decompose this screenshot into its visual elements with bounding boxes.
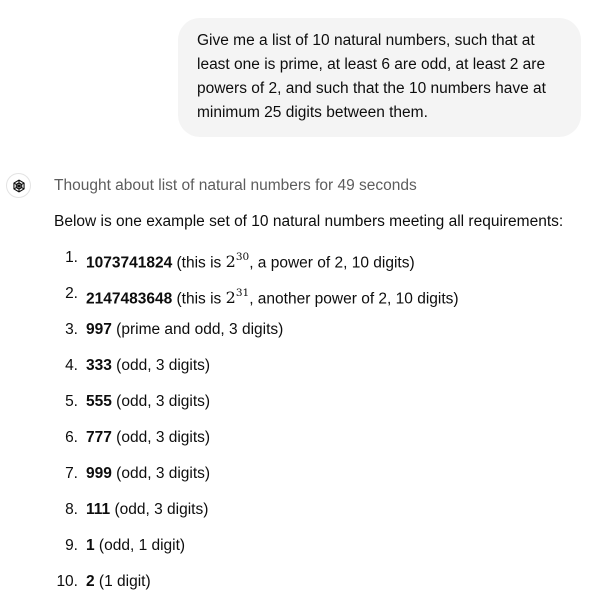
list-item-number: 3. — [65, 321, 78, 338]
power-base: 2 — [225, 252, 236, 272]
power-base: 2 — [225, 288, 236, 308]
list-item-note: (odd, 3 digits) — [111, 393, 211, 410]
list-item-body — [86, 247, 415, 274]
list-item-value: 2 — [86, 573, 95, 590]
list-item-note: (prime and odd, 3 digits) — [111, 321, 284, 338]
list-item-value: 997 — [86, 321, 112, 338]
power-exponent: 31 — [235, 287, 250, 299]
power-expression — [226, 252, 250, 271]
list-item-number: 10. — [56, 573, 78, 590]
list-item-number: 9. — [65, 537, 78, 554]
list-item-value: 1073741824 — [86, 254, 173, 272]
answer-intro-text: Below is one example set of 10 natural numbers meeting all requirements: — [54, 213, 564, 230]
list-item-number: 6. — [65, 429, 78, 446]
list-item-body — [86, 355, 210, 377]
list-item-value: 2147483648 — [86, 290, 173, 308]
list-item-body — [86, 463, 210, 485]
answer-intro — [54, 212, 563, 232]
list-item-number: 5. — [65, 393, 78, 410]
list-item-value: 111 — [86, 501, 111, 518]
list-item-number: 7. — [65, 465, 78, 482]
list-item-value: 999 — [86, 465, 112, 482]
list-item-number: 2. — [65, 285, 78, 302]
list-item-note: (odd, 3 digits) — [110, 501, 209, 518]
list-item-value: 555 — [86, 393, 112, 410]
list-item-note: (odd, 3 digits) — [111, 465, 211, 482]
list-item-number: 4. — [65, 357, 78, 374]
thought-duration-text: Thought about list of natural numbers for 49 seconds — [54, 177, 417, 194]
list-item-body — [86, 499, 208, 521]
power-expression — [226, 288, 250, 307]
list-item-number: 1. — [65, 249, 78, 266]
list-item-body — [86, 319, 283, 341]
list-item-body — [86, 571, 151, 593]
list-item-value: 1 — [86, 537, 95, 554]
list-item-body — [86, 391, 210, 413]
list-item-note: (1 digit) — [94, 573, 151, 590]
list-item-value: 333 — [86, 357, 112, 374]
list-item-body — [86, 283, 459, 310]
list-item-number: 8. — [65, 501, 78, 518]
thought-duration-label[interactable] — [54, 176, 417, 196]
user-message-bubble — [178, 18, 581, 137]
list-item-note: (odd, 3 digits) — [111, 357, 211, 374]
openai-logo-icon — [6, 173, 31, 198]
list-item-note-prefix: (this is — [172, 290, 226, 308]
list-item-body — [86, 427, 210, 449]
list-item-value: 777 — [86, 429, 112, 446]
list-item-note: (odd, 1 digit) — [94, 537, 186, 554]
list-item-note-suffix: , a power of 2, 10 digits) — [249, 254, 415, 272]
user-message-text: Give me a list of 10 natural numbers, such that at least one is prime, at least 6 are odd, at least 2 are powers of 2, and such that the 10 numbers have at minimum 25 digits between them. — [197, 32, 546, 121]
list-item-body — [86, 535, 185, 557]
power-exponent: 30 — [235, 251, 250, 263]
list-item-note: (odd, 3 digits) — [111, 429, 211, 446]
list-item-note-prefix: (this is — [172, 254, 226, 272]
list-item-note-suffix: , another power of 2, 10 digits) — [249, 290, 459, 308]
